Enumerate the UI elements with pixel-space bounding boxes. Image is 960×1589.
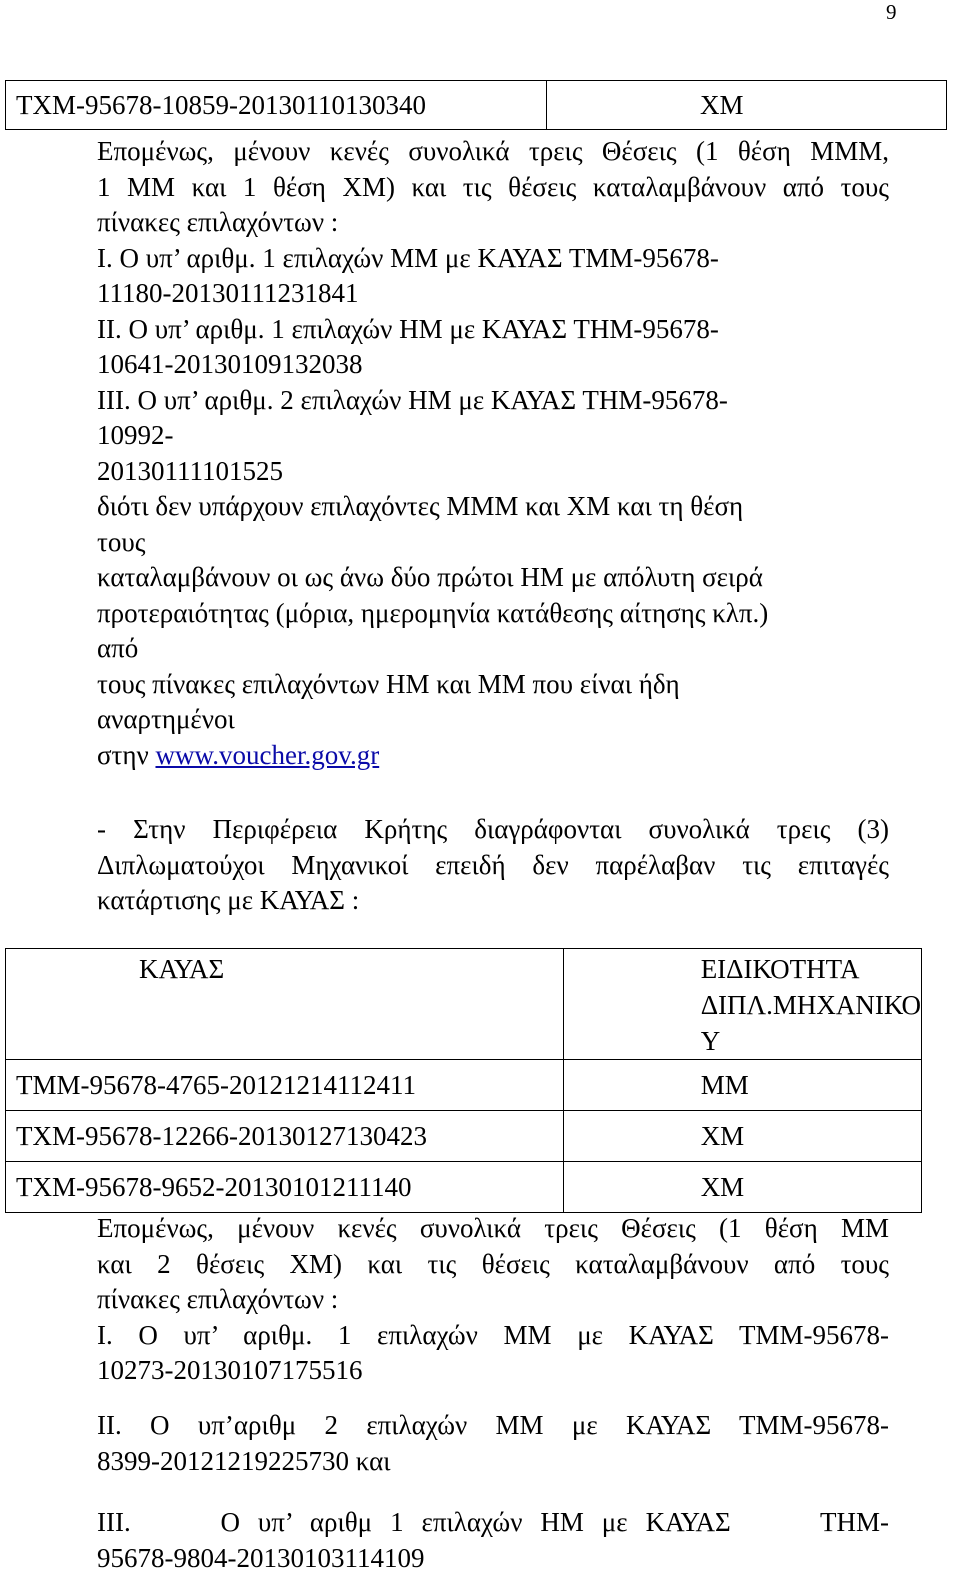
header-specialty-line: ΕΙΔΙΚΟΤΗΤΑ — [700, 954, 860, 984]
header-specialty-line: Υ — [700, 1026, 721, 1056]
paragraph-line: διότι δεν υπάρχουν επιλαχόντες ΜΜΜ και ΧΜ και τη θέση — [97, 491, 744, 521]
link-prefix: στην — [97, 739, 156, 770]
paragraph-line: από — [97, 633, 139, 663]
paragraph-line: Διπλωματούχοι Μηχανικοί επειδή δεν παρέλαβαν τις επιταγές — [97, 849, 889, 880]
specialty-cell: ΜΜ — [563, 1060, 921, 1111]
paragraph-line: 10273-20130107175516 — [97, 1355, 363, 1385]
top-kayas-table — [5, 80, 947, 130]
deleted-kayas-table — [5, 948, 922, 1213]
paragraph-line: 20130111101525 — [97, 455, 283, 486]
kayas-cell: ΤΧΜ-95678-12266-20130127130423 — [6, 1111, 564, 1162]
paragraph-line: - Στην Περιφέρεια Κρήτης διαγράφονται συνολικά τρεις (3) — [97, 814, 889, 844]
paragraph-line: ΙΙ. Ο υπ’αριθμ 2 επιλαχών ΜΜ με ΚΑΥΑΣ ΤΜΜ-95678- — [97, 1410, 889, 1440]
paragraph-line: αναρτημένοι — [97, 704, 235, 734]
kayas-cell: ΤΧΜ-95678-10859-20130110130340 — [6, 81, 547, 130]
paragraph-line: 1 ΜΜ και 1 θέση ΧΜ) και τις θέσεις καταλαμβάνουν από τους — [97, 171, 889, 202]
paragraph-line: Ι. Ο υπ’ αριθμ. 1 επιλαχών ΜΜ με ΚΑΥΑΣ ΤΜΜ-95678- — [97, 1319, 889, 1350]
section-deletions — [97, 812, 889, 919]
kayas-cell: ΤΧΜ-95678-9652-20130101211140 — [6, 1162, 564, 1213]
paragraph-line: ΙΙ. Ο υπ’ αριθμ. 1 επιλαχών ΗΜ με ΚΑΥΑΣ ΤΗΜ-95678- — [97, 313, 719, 344]
table-row — [6, 1060, 922, 1111]
specialty-cell: ΧΜ — [563, 1111, 921, 1162]
paragraph-line: ΙΙΙ. Ο υπ’ αριθμ 1 επιλαχών ΗΜ με ΚΑΥΑΣ ΤΗΜ- — [97, 1507, 889, 1537]
paragraph-line: και 2 θέσεις ΧΜ) και τις θέσεις καταλαμβάνουν από τους — [97, 1248, 889, 1279]
link-line — [97, 738, 889, 774]
paragraph-line: προτεραιότητας (μόρια, ημερομηνία κατάθεσης αίτησης κλπ.) — [97, 597, 769, 628]
paragraph-line: τους πίνακες επιλαχόντων ΗΜ και ΜΜ που είναι ήδη — [97, 668, 680, 699]
table-row — [6, 1162, 922, 1213]
paragraph-line: πίνακες επιλαχόντων : — [97, 207, 339, 237]
voucher-link[interactable]: www.voucher.gov.gr — [155, 739, 380, 770]
page-number: 9 — [886, 0, 897, 24]
paragraph-line: Ι. Ο υπ’ αριθμ. 1 επιλαχών ΜΜ με ΚΑΥΑΣ ΤΜΜ-95678- — [97, 242, 719, 273]
paragraph-line: 11180-20130111231841 — [97, 278, 359, 308]
specialty-cell: ΧΜ — [547, 81, 947, 130]
paragraph-line: Επομένως, μένουν κενές συνολικά τρεις Θέσεις (1 θέση ΜΜ — [97, 1213, 889, 1243]
header-kayas: ΚΑΥΑΣ — [6, 949, 564, 1060]
section-vacancies-1 — [97, 134, 889, 773]
paragraph-line: καταλαμβάνουν οι ως άνω δύο πρώτοι ΗΜ με απόλυτη σειρά — [97, 562, 763, 592]
specialty-cell: ΧΜ — [563, 1162, 921, 1213]
table-row — [6, 1111, 922, 1162]
paragraph-line: 8399-20121219225730 και — [97, 1445, 391, 1476]
section-runner-up-2 — [97, 1408, 889, 1479]
paragraph-line: ΙΙΙ. Ο υπ’ αριθμ. 2 επιλαχών ΗΜ με ΚΑΥΑΣ ΤΗΜ-95678- — [97, 384, 728, 415]
paragraph-line: 10641-20130109132038 — [97, 349, 363, 379]
paragraph-line: 95678-9804-20130103114109 — [97, 1542, 425, 1573]
paragraph-line: 10992- — [97, 420, 174, 450]
table-header-row — [6, 949, 922, 1060]
paragraph-line: κατάρτισης με ΚΑΥΑΣ : — [97, 885, 360, 915]
section-vacancies-2 — [97, 1211, 889, 1389]
paragraph-line: Επομένως, μένουν κενές συνολικά τρεις Θέσεις (1 θέση ΜΜΜ, — [97, 136, 889, 166]
header-specialty-line: ΔΙΠΛ.ΜΗΧΑΝΙΚΟ — [700, 990, 921, 1020]
table-row — [6, 81, 947, 130]
paragraph-line: πίνακες επιλαχόντων : — [97, 1284, 339, 1314]
section-runner-up-3 — [97, 1505, 889, 1576]
header-specialty — [563, 949, 921, 1060]
kayas-cell: ΤΜΜ-95678-4765-20121214112411 — [6, 1060, 564, 1111]
paragraph-line: τους — [97, 526, 146, 557]
